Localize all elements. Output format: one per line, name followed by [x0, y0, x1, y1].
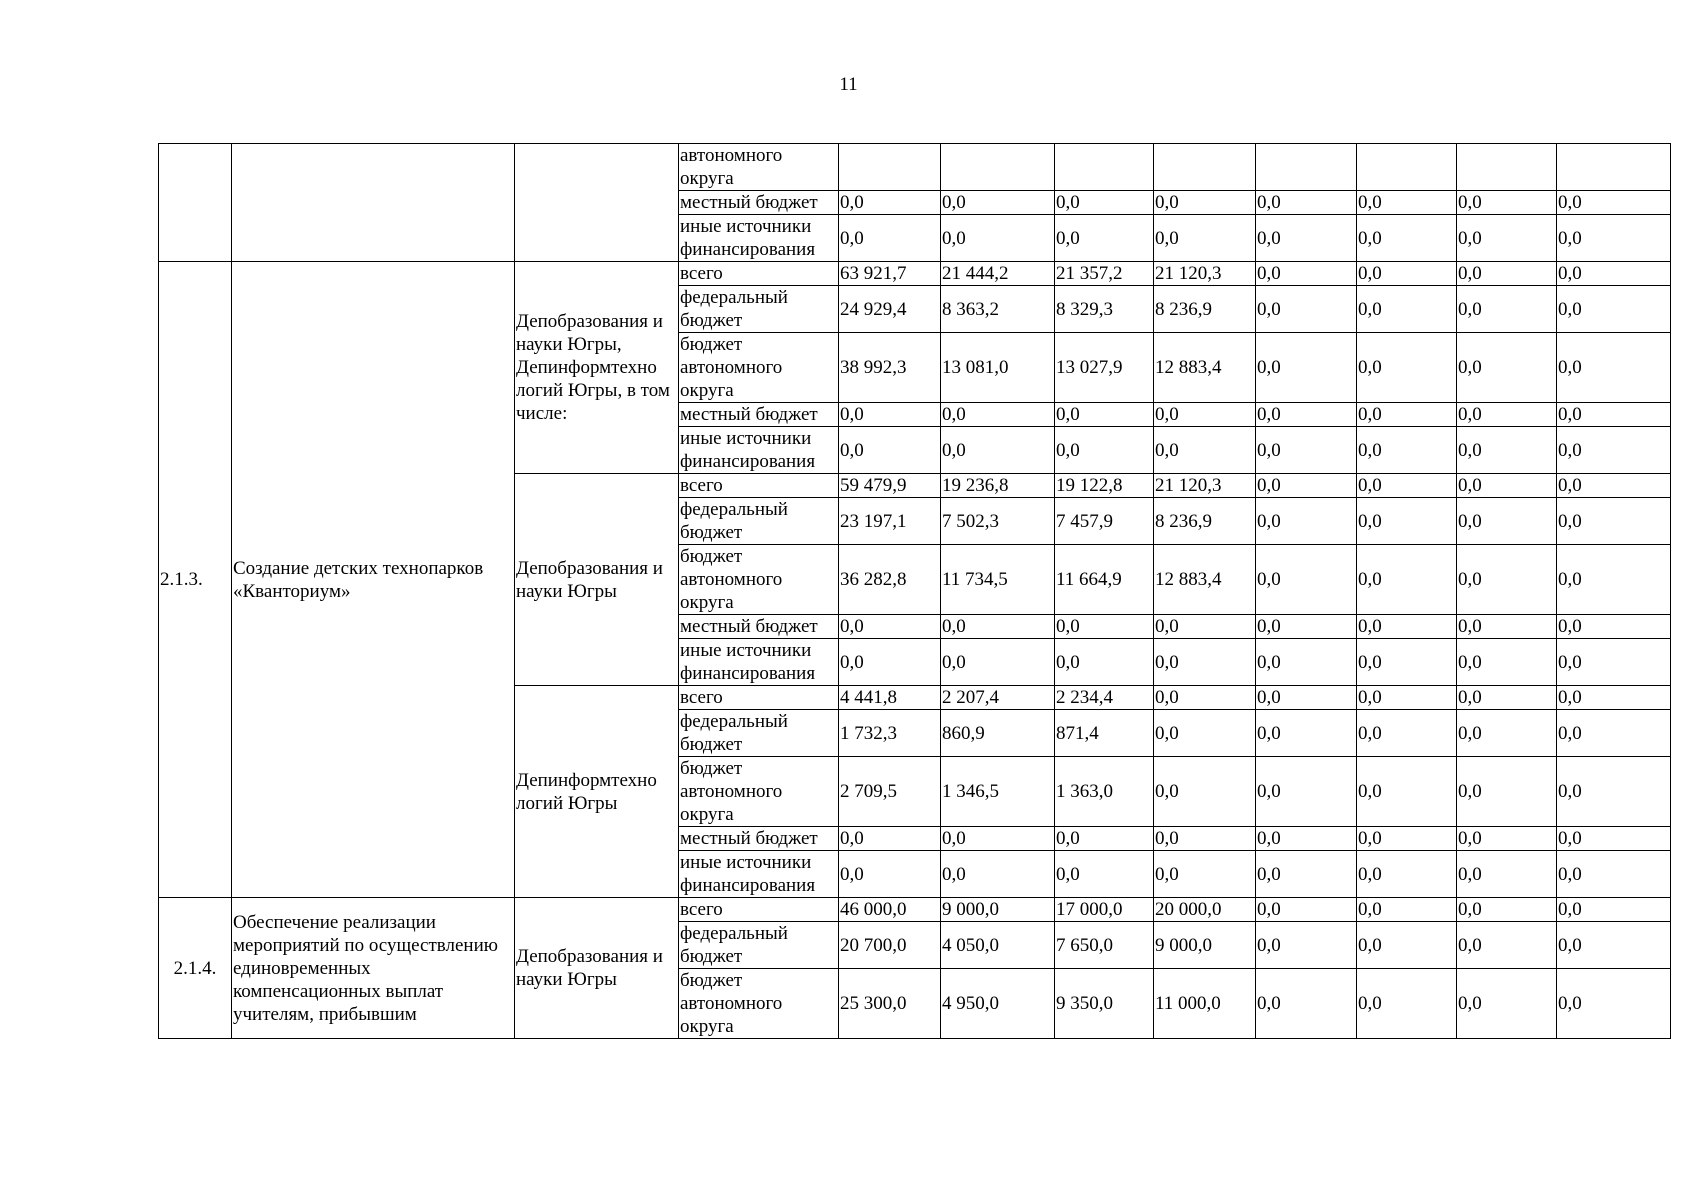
amount-cell: 0,0	[1457, 969, 1557, 1039]
item-number-cell: 2.1.4.	[159, 898, 232, 1039]
amount-cell: 0,0	[1557, 262, 1671, 286]
table-row	[159, 144, 1671, 191]
amount-cell: 0,0	[1457, 498, 1557, 545]
amount-cell: 0,0	[1256, 191, 1357, 215]
item-name-cell: Создание детских технопарков «Кванториум»	[232, 262, 515, 898]
amount-cell: 38 992,3	[839, 333, 941, 403]
amount-cell	[1055, 144, 1154, 191]
amount-cell: 0,0	[1154, 639, 1256, 686]
amount-cell: 25 300,0	[839, 969, 941, 1039]
amount-cell: 46 000,0	[839, 898, 941, 922]
amount-cell: 0,0	[1357, 333, 1457, 403]
amount-cell: 36 282,8	[839, 545, 941, 615]
amount-cell: 19 236,8	[941, 474, 1055, 498]
amount-cell: 0,0	[1557, 710, 1671, 757]
amount-cell: 8 329,3	[1055, 286, 1154, 333]
executor-cell	[515, 144, 679, 262]
amount-cell: 0,0	[1357, 215, 1457, 262]
amount-cell: 0,0	[1256, 427, 1357, 474]
amount-cell: 11 664,9	[1055, 545, 1154, 615]
amount-cell: 0,0	[1457, 710, 1557, 757]
amount-cell: 0,0	[1154, 827, 1256, 851]
amount-cell: 0,0	[1256, 969, 1357, 1039]
table-row	[159, 262, 1671, 286]
amount-cell: 0,0	[941, 851, 1055, 898]
amount-cell: 0,0	[1357, 851, 1457, 898]
amount-cell: 0,0	[1256, 922, 1357, 969]
funding-source-cell: всего	[679, 474, 839, 498]
amount-cell: 0,0	[1457, 403, 1557, 427]
amount-cell: 0,0	[941, 403, 1055, 427]
amount-cell: 0,0	[1557, 498, 1671, 545]
executor-cell: Депинформтехно логий Югры	[515, 686, 679, 898]
amount-cell: 12 883,4	[1154, 545, 1256, 615]
amount-cell: 24 929,4	[839, 286, 941, 333]
amount-cell: 0,0	[1256, 545, 1357, 615]
amount-cell: 0,0	[1256, 615, 1357, 639]
amount-cell: 0,0	[1457, 922, 1557, 969]
funding-source-cell: иные источники финансирования	[679, 215, 839, 262]
amount-cell: 0,0	[839, 191, 941, 215]
amount-cell: 0,0	[1055, 851, 1154, 898]
amount-cell: 0,0	[1256, 851, 1357, 898]
funding-source-cell: всего	[679, 686, 839, 710]
executor-cell: Депобразования и науки Югры, Депинформтехно логий Югры, в том числе:	[515, 262, 679, 474]
amount-cell: 0,0	[1256, 686, 1357, 710]
amount-cell: 0,0	[1055, 215, 1154, 262]
amount-cell: 17 000,0	[1055, 898, 1154, 922]
amount-cell: 0,0	[1357, 969, 1457, 1039]
amount-cell: 4 441,8	[839, 686, 941, 710]
amount-cell: 0,0	[839, 215, 941, 262]
amount-cell: 0,0	[1457, 286, 1557, 333]
amount-cell: 0,0	[1256, 898, 1357, 922]
amount-cell: 0,0	[1154, 427, 1256, 474]
funding-source-cell: бюджет автономного округа	[679, 757, 839, 827]
item-name-cell: Обеспечение реализации мероприятий по осуществлению единовременных компенсационных выплат учителям, прибывшим	[232, 898, 515, 1039]
amount-cell: 0,0	[1055, 827, 1154, 851]
amount-cell: 9 000,0	[1154, 922, 1256, 969]
amount-cell: 20 000,0	[1154, 898, 1256, 922]
amount-cell: 21 444,2	[941, 262, 1055, 286]
funding-source-cell: местный бюджет	[679, 191, 839, 215]
amount-cell: 0,0	[1055, 427, 1154, 474]
amount-cell: 8 363,2	[941, 286, 1055, 333]
amount-cell: 0,0	[1256, 286, 1357, 333]
amount-cell: 860,9	[941, 710, 1055, 757]
amount-cell: 11 000,0	[1154, 969, 1256, 1039]
amount-cell: 13 027,9	[1055, 333, 1154, 403]
amount-cell: 0,0	[1457, 215, 1557, 262]
budget-table	[158, 143, 1671, 1039]
amount-cell: 0,0	[839, 427, 941, 474]
amount-cell: 0,0	[941, 215, 1055, 262]
amount-cell: 0,0	[1457, 191, 1557, 215]
funding-source-cell: бюджет автономного округа	[679, 545, 839, 615]
amount-cell: 0,0	[1357, 922, 1457, 969]
amount-cell: 2 207,4	[941, 686, 1055, 710]
funding-source-cell: федеральный бюджет	[679, 498, 839, 545]
amount-cell: 59 479,9	[839, 474, 941, 498]
amount-cell: 0,0	[1557, 615, 1671, 639]
amount-cell: 0,0	[1256, 710, 1357, 757]
amount-cell: 0,0	[1457, 757, 1557, 827]
funding-source-cell: федеральный бюджет	[679, 286, 839, 333]
amount-cell: 1 363,0	[1055, 757, 1154, 827]
amount-cell: 8 236,9	[1154, 286, 1256, 333]
amount-cell: 0,0	[1357, 757, 1457, 827]
amount-cell: 2 709,5	[839, 757, 941, 827]
amount-cell: 7 502,3	[941, 498, 1055, 545]
amount-cell: 0,0	[1357, 498, 1457, 545]
amount-cell: 0,0	[1357, 710, 1457, 757]
amount-cell: 0,0	[1557, 639, 1671, 686]
amount-cell	[1457, 144, 1557, 191]
amount-cell: 0,0	[839, 851, 941, 898]
amount-cell	[1557, 144, 1671, 191]
table-row	[159, 898, 1671, 922]
amount-cell: 0,0	[1256, 639, 1357, 686]
amount-cell: 0,0	[1154, 710, 1256, 757]
amount-cell	[1357, 144, 1457, 191]
funding-source-cell: бюджет автономного округа	[679, 333, 839, 403]
funding-source-cell: местный бюджет	[679, 403, 839, 427]
amount-cell: 0,0	[1154, 851, 1256, 898]
amount-cell: 7 457,9	[1055, 498, 1154, 545]
amount-cell: 0,0	[1154, 191, 1256, 215]
table-body	[159, 144, 1671, 1039]
amount-cell: 0,0	[1557, 403, 1671, 427]
amount-cell: 9 000,0	[941, 898, 1055, 922]
amount-cell: 0,0	[1256, 333, 1357, 403]
funding-source-cell: федеральный бюджет	[679, 710, 839, 757]
amount-cell: 0,0	[1557, 757, 1671, 827]
funding-source-cell: всего	[679, 898, 839, 922]
amount-cell: 0,0	[1557, 191, 1671, 215]
amount-cell: 0,0	[1357, 262, 1457, 286]
amount-cell: 0,0	[1357, 474, 1457, 498]
amount-cell: 0,0	[1357, 827, 1457, 851]
amount-cell: 0,0	[839, 827, 941, 851]
amount-cell: 0,0	[1557, 545, 1671, 615]
amount-cell: 0,0	[1154, 686, 1256, 710]
amount-cell: 0,0	[941, 827, 1055, 851]
amount-cell: 0,0	[941, 639, 1055, 686]
amount-cell: 0,0	[1357, 545, 1457, 615]
amount-cell: 0,0	[1557, 333, 1671, 403]
amount-cell: 0,0	[1154, 615, 1256, 639]
amount-cell: 23 197,1	[839, 498, 941, 545]
amount-cell	[1154, 144, 1256, 191]
page-number: 11	[839, 74, 858, 95]
name-cell	[232, 144, 515, 262]
amount-cell: 0,0	[1357, 403, 1457, 427]
funding-source-cell: местный бюджет	[679, 615, 839, 639]
amount-cell: 0,0	[1557, 922, 1671, 969]
amount-cell: 0,0	[1457, 851, 1557, 898]
amount-cell: 7 650,0	[1055, 922, 1154, 969]
funding-source-cell: иные источники финансирования	[679, 427, 839, 474]
amount-cell: 0,0	[1557, 215, 1671, 262]
amount-cell: 0,0	[1457, 474, 1557, 498]
amount-cell: 0,0	[1457, 686, 1557, 710]
amount-cell: 0,0	[1256, 827, 1357, 851]
number-cell	[159, 144, 232, 262]
amount-cell: 1 346,5	[941, 757, 1055, 827]
amount-cell: 871,4	[1055, 710, 1154, 757]
amount-cell: 0,0	[839, 615, 941, 639]
amount-cell: 0,0	[1557, 474, 1671, 498]
amount-cell: 4 050,0	[941, 922, 1055, 969]
amount-cell: 0,0	[1457, 898, 1557, 922]
amount-cell	[1256, 144, 1357, 191]
amount-cell: 0,0	[1457, 333, 1557, 403]
amount-cell: 0,0	[1557, 686, 1671, 710]
amount-cell: 13 081,0	[941, 333, 1055, 403]
amount-cell: 21 120,3	[1154, 474, 1256, 498]
amount-cell: 0,0	[1557, 898, 1671, 922]
amount-cell: 0,0	[1357, 639, 1457, 686]
amount-cell: 0,0	[1457, 615, 1557, 639]
amount-cell: 0,0	[1256, 215, 1357, 262]
amount-cell: 0,0	[1055, 403, 1154, 427]
amount-cell: 11 734,5	[941, 545, 1055, 615]
amount-cell: 0,0	[1055, 191, 1154, 215]
funding-source-cell: автономного округа	[679, 144, 839, 191]
amount-cell: 0,0	[1557, 427, 1671, 474]
executor-cell: Депобразования и науки Югры	[515, 898, 679, 1039]
amount-cell: 0,0	[941, 615, 1055, 639]
amount-cell: 0,0	[941, 191, 1055, 215]
executor-cell: Депобразования и науки Югры	[515, 474, 679, 686]
amount-cell: 20 700,0	[839, 922, 941, 969]
amount-cell: 0,0	[1256, 403, 1357, 427]
amount-cell	[839, 144, 941, 191]
amount-cell: 2 234,4	[1055, 686, 1154, 710]
amount-cell: 0,0	[1357, 898, 1457, 922]
funding-source-cell: бюджет автономного округа	[679, 969, 839, 1039]
amount-cell: 21 120,3	[1154, 262, 1256, 286]
amount-cell: 0,0	[1557, 851, 1671, 898]
amount-cell: 21 357,2	[1055, 262, 1154, 286]
amount-cell: 0,0	[1154, 403, 1256, 427]
amount-cell: 0,0	[1357, 615, 1457, 639]
amount-cell: 0,0	[839, 403, 941, 427]
amount-cell: 63 921,7	[839, 262, 941, 286]
amount-cell: 0,0	[1256, 757, 1357, 827]
amount-cell: 8 236,9	[1154, 498, 1256, 545]
amount-cell: 0,0	[1256, 498, 1357, 545]
amount-cell: 0,0	[1357, 686, 1457, 710]
amount-cell: 0,0	[839, 639, 941, 686]
amount-cell: 0,0	[1457, 827, 1557, 851]
amount-cell: 0,0	[1457, 262, 1557, 286]
amount-cell: 0,0	[1557, 286, 1671, 333]
amount-cell: 0,0	[1055, 615, 1154, 639]
funding-source-cell: иные источники финансирования	[679, 639, 839, 686]
amount-cell: 0,0	[1457, 545, 1557, 615]
amount-cell: 0,0	[1055, 639, 1154, 686]
amount-cell: 9 350,0	[1055, 969, 1154, 1039]
amount-cell: 0,0	[1357, 286, 1457, 333]
amount-cell: 4 950,0	[941, 969, 1055, 1039]
amount-cell: 0,0	[1457, 639, 1557, 686]
item-number-cell: 2.1.3.	[159, 262, 232, 898]
funding-source-cell: всего	[679, 262, 839, 286]
funding-source-cell: иные источники финансирования	[679, 851, 839, 898]
amount-cell: 0,0	[1154, 215, 1256, 262]
amount-cell: 0,0	[1154, 757, 1256, 827]
amount-cell: 12 883,4	[1154, 333, 1256, 403]
amount-cell: 0,0	[1557, 827, 1671, 851]
amount-cell: 0,0	[1256, 474, 1357, 498]
amount-cell	[941, 144, 1055, 191]
amount-cell: 0,0	[1256, 262, 1357, 286]
funding-source-cell: федеральный бюджет	[679, 922, 839, 969]
amount-cell: 0,0	[1557, 969, 1671, 1039]
amount-cell: 0,0	[941, 427, 1055, 474]
amount-cell: 0,0	[1457, 427, 1557, 474]
amount-cell: 0,0	[1357, 191, 1457, 215]
funding-source-cell: местный бюджет	[679, 827, 839, 851]
amount-cell: 1 732,3	[839, 710, 941, 757]
amount-cell: 0,0	[1357, 427, 1457, 474]
amount-cell: 19 122,8	[1055, 474, 1154, 498]
